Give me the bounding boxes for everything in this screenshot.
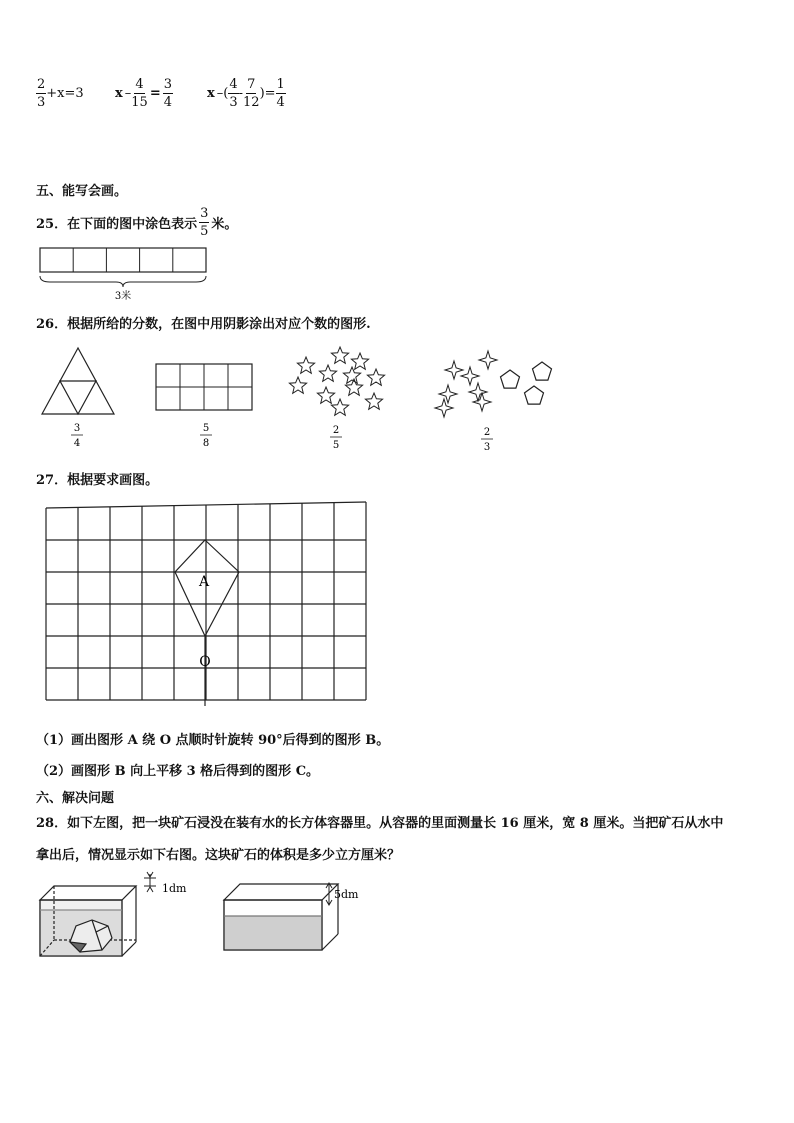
sparkle-icon <box>479 351 497 369</box>
dimension-marker <box>144 872 156 892</box>
strip-diagram <box>38 246 210 304</box>
fraction: $\frac{1}{4}$ <box>276 77 285 110</box>
question-27-part-1: （1）画出图形 A 绕 O 点顺时针旋转 90°后得到的图形 B。 <box>36 733 390 748</box>
question-26: 26．根据所给的分数，在图中用阴影涂出对应个数的图形. <box>36 317 371 332</box>
fraction-label <box>71 423 83 449</box>
fraction: $\frac{4}{3}$ <box>229 77 238 110</box>
star-icon <box>367 369 384 385</box>
star-icon <box>289 377 306 393</box>
svg-text:8: 8 <box>202 438 210 449</box>
fraction: $\frac{4}{15}$ <box>131 77 148 110</box>
fraction: $\frac{2}{3}$ <box>37 77 46 110</box>
star-icon <box>297 357 314 373</box>
fraction: $\frac{3}{5}$ <box>200 206 209 239</box>
fraction-shapes <box>36 344 566 456</box>
grid-lines <box>46 502 366 700</box>
point-a-label: A <box>198 574 210 590</box>
fraction-label <box>330 425 342 451</box>
section-title: 六、解决问题 <box>36 791 115 806</box>
sparkle-icon <box>435 399 453 417</box>
svg-text:3: 3 <box>73 423 81 434</box>
grid-diagram <box>44 500 370 708</box>
rectangle-grid <box>156 364 252 410</box>
star-icon <box>331 399 348 415</box>
fraction-label <box>481 427 493 453</box>
svg-text:2: 2 <box>483 427 491 438</box>
fraction-label <box>200 423 212 449</box>
pentagon-icon <box>525 386 544 404</box>
question-25: 25．在下面的图中涂色表示 $\frac{3}{5}$ 米。 <box>36 206 238 239</box>
star-icon <box>317 387 334 403</box>
brace-label: 3米 <box>114 291 132 302</box>
fraction: $\frac{3}{4}$ <box>163 77 172 110</box>
equation-3: x –( $\frac{4}{3}$ - $\frac{7}{12}$ )= $\frac{1}{4}$ <box>207 77 285 110</box>
svg-text:4: 4 <box>73 438 81 449</box>
equation-2: x – $\frac{4}{15}$ = $\frac{3}{4}$ <box>115 77 172 110</box>
container-diagrams <box>36 870 359 962</box>
dimension-label-left: 1dm <box>162 882 187 895</box>
svg-text:5: 5 <box>332 440 340 451</box>
question-28-line-2: 拿出后，情况显示如下右图。这块矿石的体积是多少立方厘米？ <box>36 848 401 863</box>
dimension-marker <box>326 883 332 905</box>
kite-shape <box>175 540 239 706</box>
star-icon <box>351 353 368 369</box>
svg-text:2: 2 <box>332 425 340 436</box>
question-28-line-1: 28．如下左图，把一块矿石浸没在装有水的长方体容器里。从容器的里面测量长 16 厘米，宽 8 厘米。当把矿石从水中 <box>36 816 724 831</box>
fraction: $\frac{7}{12}$ <box>243 77 260 110</box>
point-o-label: O <box>199 654 211 670</box>
triangle-figure <box>42 348 114 414</box>
brace <box>40 276 206 287</box>
section-title: 五、能写会画。 <box>36 184 128 199</box>
equation-text: +x=3 <box>46 86 84 101</box>
sparkle-icon <box>473 393 491 411</box>
svg-text:5: 5 <box>202 423 210 434</box>
equation-1 <box>36 78 84 109</box>
star-icon <box>331 347 348 363</box>
dimension-label-right: 5dm <box>334 888 359 901</box>
star-icon <box>365 393 382 409</box>
right-container <box>224 884 338 950</box>
sparkle-icon <box>439 385 457 403</box>
question-27: 27．根据要求画图。 <box>36 473 159 488</box>
star-icon <box>343 367 360 383</box>
question-27-part-2: （2）画图形 B 向上平移 3 格后得到的图形 C。 <box>36 764 320 779</box>
svg-text:3: 3 <box>483 442 491 453</box>
sparkle-group <box>435 351 497 417</box>
strip-outline <box>40 248 206 272</box>
pentagon-icon <box>533 362 552 380</box>
star-group <box>289 347 384 415</box>
pentagon-icon <box>501 370 520 388</box>
sparkle-icon <box>469 383 487 401</box>
pentagon-group <box>501 362 552 404</box>
star-icon <box>319 365 336 381</box>
